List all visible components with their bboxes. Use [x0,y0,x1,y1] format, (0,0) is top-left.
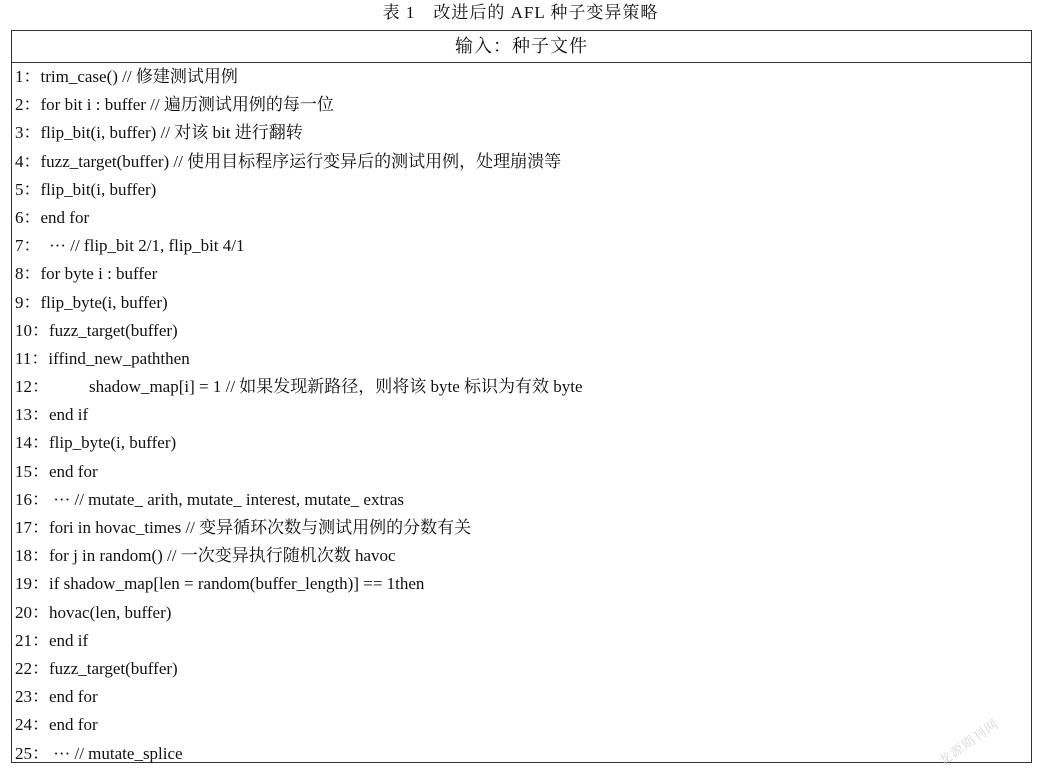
line-number: 20： [15,602,49,622]
line-code: for byte i : buffer [40,264,158,284]
line-code: iffind_new_paththen [48,348,190,368]
code-line [12,683,1031,711]
line-code: fuzz_target(buffer) // 使用目标程序运行变异后的测试用例，处理崩溃等 [40,151,562,171]
code-line [12,401,1031,429]
code-line [12,627,1031,655]
line-number: 22： [15,658,49,678]
code-line [12,148,1031,176]
line-number: 10： [15,320,49,340]
line-code: trim_case() // 修建测试用例 [40,67,238,86]
watermark: 龙源期刊网 [936,716,1003,770]
line-number: 25： [15,743,49,763]
line-code: fori in hovac_times // 变异循环次数与测试用例的分数有关 [49,518,472,537]
line-code: ··· // mutate_ arith, mutate_ interest, mutate_ extras [49,489,404,509]
code-line [12,486,1031,514]
code-line [12,711,1031,739]
line-number: 4： [15,151,41,171]
line-code: flip_byte(i, buffer) [49,433,177,453]
line-code: hovac(len, buffer) [49,602,172,622]
code-line [12,542,1031,570]
line-number: 12： [15,377,49,397]
line-number: 3： [15,123,41,143]
line-number: 14： [15,433,49,453]
code-line [12,204,1031,232]
line-code: end for [49,715,98,735]
line-code: end for [40,207,90,227]
line-code: flip_byte(i, buffer) [40,292,168,312]
table-caption: 表 1 改进后的 AFL 种子变异策略 [382,3,659,22]
line-code: flip_bit(i, buffer) // 对该 bit 进行翻转 [40,123,303,143]
line-number: 6： [15,207,41,227]
line-code: end for [49,687,98,707]
line-number: 23： [15,687,49,707]
line-code: for j in random() // 一次变异执行随机次数 havoc [49,546,396,566]
line-code: flip_bit(i, buffer) [40,179,157,199]
algorithm-table [11,30,1032,763]
code-line [12,289,1031,317]
code-line [12,63,1031,91]
code-line [12,232,1031,260]
line-number: 7： [15,236,41,256]
code-line [12,317,1031,345]
line-number: 2： [15,95,41,115]
line-number: 1： [15,67,41,86]
line-code: fuzz_target(buffer) [49,320,178,340]
line-number: 13： [15,405,49,425]
line-code: end if [49,405,89,425]
code-line [12,176,1031,204]
line-number: 19： [15,574,49,594]
code-line [12,458,1031,486]
line-code: if shadow_map[len = random(buffer_length)] == 1then [49,574,425,594]
line-number: 5： [15,179,41,199]
code-lines [12,63,1031,768]
code-line [12,740,1031,768]
code-line [12,373,1031,401]
table-header-input: 输入：种子文件 [12,31,1031,63]
line-number: 8： [15,264,41,284]
code-line [12,514,1031,542]
line-code: end for [49,461,98,481]
line-number: 21： [15,630,49,650]
code-line [12,260,1031,288]
line-number: 9： [15,292,41,312]
line-number: 15： [15,461,49,481]
line-number: 18： [15,546,49,566]
line-number: 11： [15,348,49,368]
line-number: 24： [15,715,49,735]
line-code: end if [49,630,89,650]
code-line [12,570,1031,598]
line-code: ··· // flip_bit 2/1, flip_bit 4/1 [40,236,245,256]
line-number: 17： [15,518,49,537]
line-code: ··· // mutate_splice [49,743,183,763]
code-line [12,345,1031,373]
code-line [12,599,1031,627]
line-code: shadow_map[i] = 1 // 如果发现新路径，则将该 byte 标识为有效 byte [89,377,583,397]
line-number: 16： [15,489,49,509]
code-line [12,119,1031,147]
code-line [12,655,1031,683]
line-code: for bit i : buffer // 遍历测试用例的每一位 [40,95,334,115]
code-line [12,91,1031,119]
code-line [12,429,1031,457]
line-code: fuzz_target(buffer) [49,658,178,678]
